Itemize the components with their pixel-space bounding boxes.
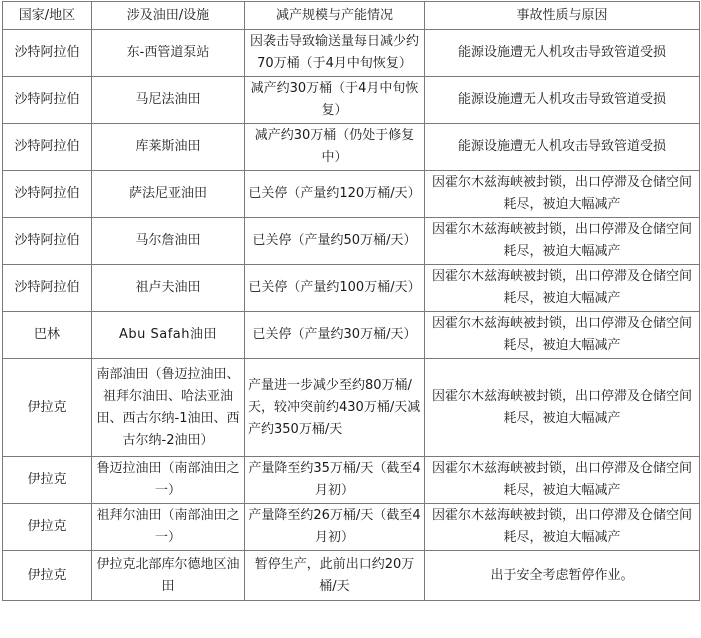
table-row xyxy=(3,457,700,504)
oil-disruption-table xyxy=(2,1,700,601)
cell-facility: Abu Safah油田 xyxy=(92,312,245,359)
table-row xyxy=(3,504,700,551)
cell-cause: 因霍尔木兹海峡被封锁，出口停滞及仓储空间耗尽，被迫大幅减产 xyxy=(425,504,700,551)
cell-capacity: 减产约30万桶（于4月中旬恢复） xyxy=(245,77,425,124)
cell-cause: 因霍尔木兹海峡被封锁，出口停滞及仓储空间耗尽，被迫大幅减产 xyxy=(425,218,700,265)
cell-cause: 因霍尔木兹海峡被封锁，出口停滞及仓储空间耗尽，被迫大幅减产 xyxy=(425,171,700,218)
cell-capacity: 因袭击导致输送量每日减少约70万桶（于4月中旬恢复） xyxy=(245,30,425,77)
cell-cause: 因霍尔木兹海峡被封锁，出口停滞及仓储空间耗尽，被迫大幅减产 xyxy=(425,265,700,312)
cell-country: 沙特阿拉伯 xyxy=(3,30,92,77)
table-row xyxy=(3,551,700,601)
cell-cause: 因霍尔木兹海峡被封锁，出口停滞及仓储空间耗尽，被迫大幅减产 xyxy=(425,359,700,457)
cell-facility: 祖卢夫油田 xyxy=(92,265,245,312)
table-body xyxy=(3,30,700,601)
cell-facility: 鲁迈拉油田（南部油田之一） xyxy=(92,457,245,504)
cell-capacity: 产量降至约26万桶/天（截至4月初） xyxy=(245,504,425,551)
cell-facility: 库莱斯油田 xyxy=(92,124,245,171)
cell-facility: 南部油田（鲁迈拉油田、祖拜尔油田、哈法亚油田、西古尔纳-1油田、西古尔纳-2油田） xyxy=(92,359,245,457)
table-row xyxy=(3,171,700,218)
cell-capacity: 减产约30万桶（仍处于修复中） xyxy=(245,124,425,171)
header-row xyxy=(3,2,700,30)
cell-country: 伊拉克 xyxy=(3,457,92,504)
cell-country: 伊拉克 xyxy=(3,551,92,601)
cell-country: 伊拉克 xyxy=(3,504,92,551)
cell-capacity: 产量进一步减少至约80万桶/天，较冲突前约430万桶/天减产约350万桶/天 xyxy=(245,359,425,457)
cell-facility: 萨法尼亚油田 xyxy=(92,171,245,218)
table-row xyxy=(3,30,700,77)
cell-country: 沙特阿拉伯 xyxy=(3,265,92,312)
table-row xyxy=(3,359,700,457)
table-row xyxy=(3,218,700,265)
cell-capacity: 已关停（产量约120万桶/天） xyxy=(245,171,425,218)
cell-country: 沙特阿拉伯 xyxy=(3,77,92,124)
cell-cause: 出于安全考虑暂停作业。 xyxy=(425,551,700,601)
cell-capacity: 已关停（产量约30万桶/天） xyxy=(245,312,425,359)
cell-capacity: 已关停（产量约50万桶/天） xyxy=(245,218,425,265)
cell-country: 沙特阿拉伯 xyxy=(3,171,92,218)
cell-facility: 伊拉克北部库尔德地区油田 xyxy=(92,551,245,601)
cell-cause: 能源设施遭无人机攻击导致管道受损 xyxy=(425,124,700,171)
cell-facility: 马尔詹油田 xyxy=(92,218,245,265)
table-header xyxy=(3,2,700,30)
table-row xyxy=(3,77,700,124)
cell-capacity: 已关停（产量约100万桶/天） xyxy=(245,265,425,312)
table-row xyxy=(3,124,700,171)
cell-facility: 东-西管道泵站 xyxy=(92,30,245,77)
header-facility: 涉及油田/设施 xyxy=(92,2,245,30)
cell-capacity: 产量降至约35万桶/天（截至4月初） xyxy=(245,457,425,504)
table-row xyxy=(3,312,700,359)
header-country: 国家/地区 xyxy=(3,2,92,30)
cell-capacity: 暂停生产，此前出口约20万桶/天 xyxy=(245,551,425,601)
cell-country: 沙特阿拉伯 xyxy=(3,218,92,265)
cell-country: 沙特阿拉伯 xyxy=(3,124,92,171)
table-row xyxy=(3,265,700,312)
cell-cause: 因霍尔木兹海峡被封锁，出口停滞及仓储空间耗尽，被迫大幅减产 xyxy=(425,457,700,504)
header-cause: 事故性质与原因 xyxy=(425,2,700,30)
cell-cause: 因霍尔木兹海峡被封锁，出口停滞及仓储空间耗尽，被迫大幅减产 xyxy=(425,312,700,359)
cell-cause: 能源设施遭无人机攻击导致管道受损 xyxy=(425,30,700,77)
cell-facility: 马尼法油田 xyxy=(92,77,245,124)
cell-country: 巴林 xyxy=(3,312,92,359)
cell-country: 伊拉克 xyxy=(3,359,92,457)
header-capacity: 减产规模与产能情况 xyxy=(245,2,425,30)
cell-facility: 祖拜尔油田（南部油田之一） xyxy=(92,504,245,551)
cell-cause: 能源设施遭无人机攻击导致管道受损 xyxy=(425,77,700,124)
